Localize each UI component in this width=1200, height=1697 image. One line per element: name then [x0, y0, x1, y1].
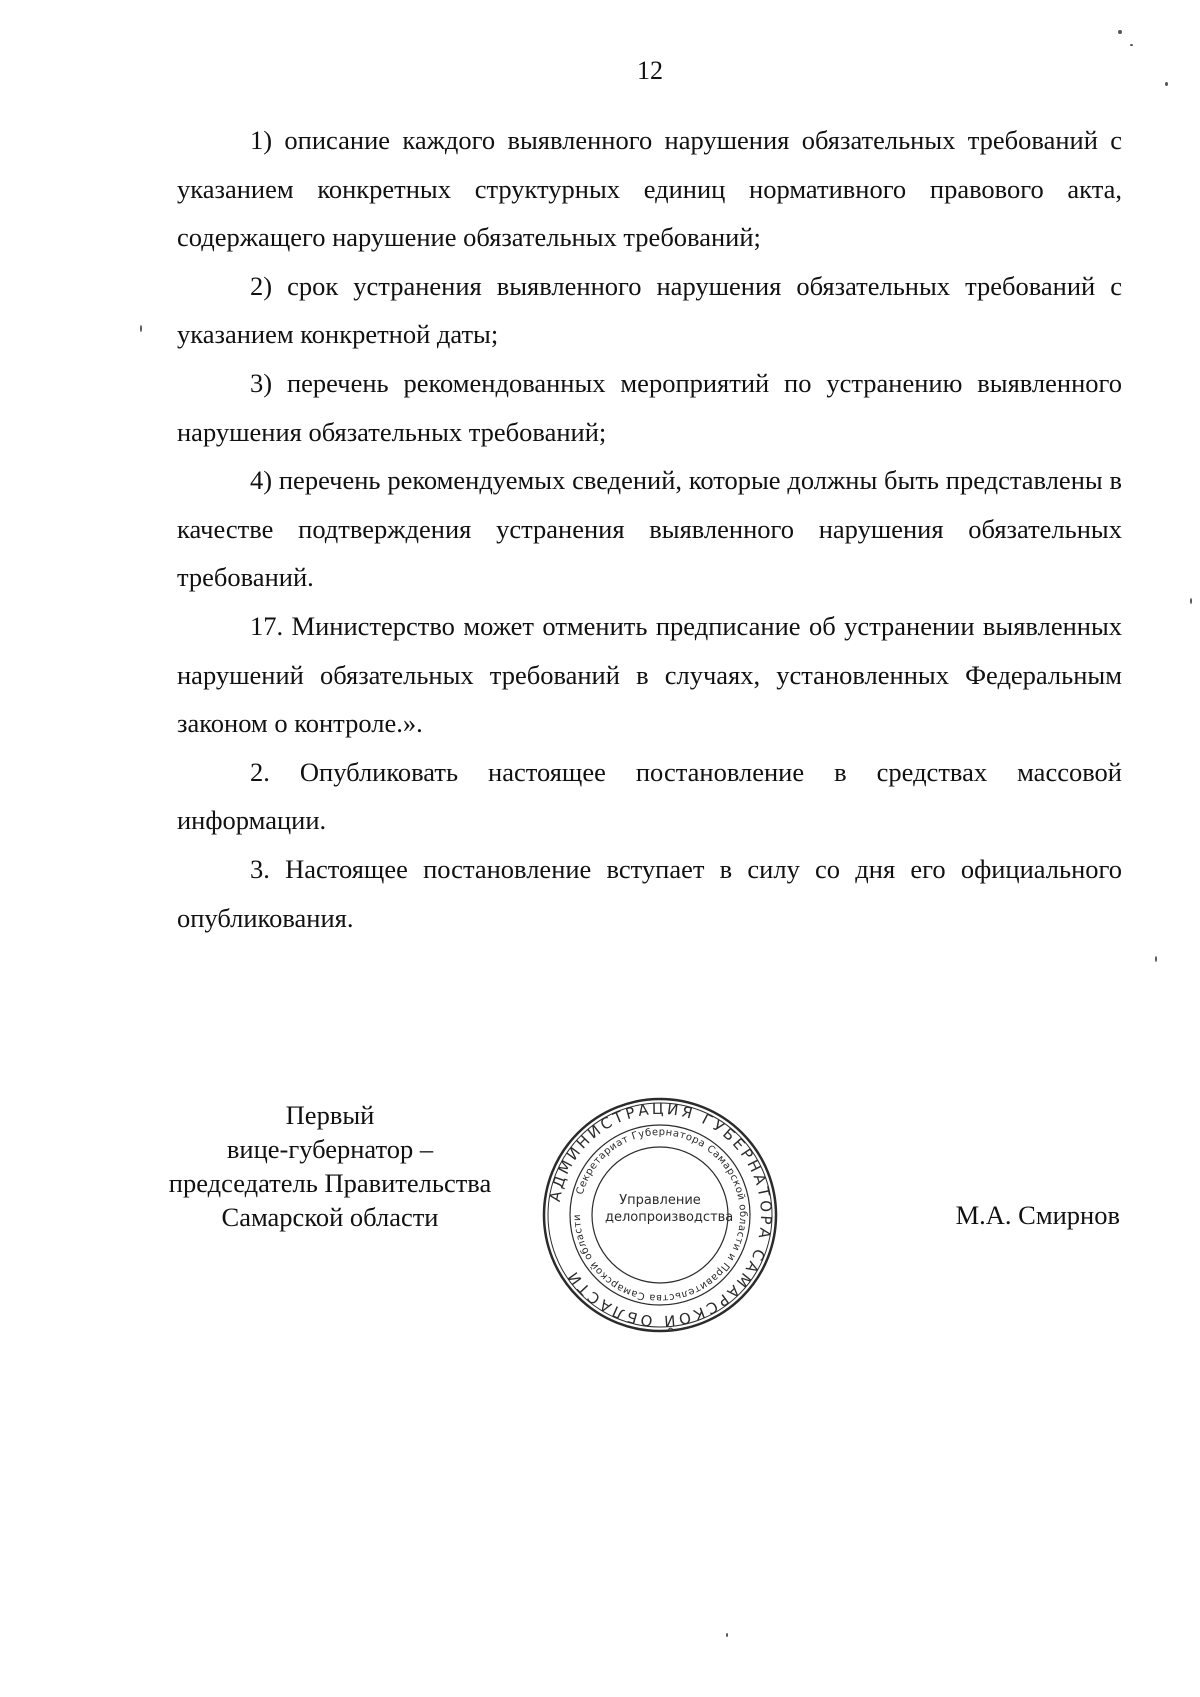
seal-middle-text: Секретариат Губернатора Самарской области и Правительства Самарской области [571, 1126, 749, 1304]
scan-speck [1190, 598, 1192, 604]
signer-position-line: Первый [285, 1100, 375, 1130]
page-number: 12 [637, 56, 663, 85]
signer-position-line: председатель Правительства [168, 1168, 492, 1198]
seal-inner-text [605, 1192, 734, 1226]
scan-speck [1165, 82, 1168, 86]
signer-position-line: вице-губернатор – [226, 1134, 434, 1164]
seal-outer-text: АДМИНИСТРАЦИЯ ГУБЕРНАТОРА САМАРСКОЙ ОБЛАСТИ [545, 1099, 776, 1331]
paragraph-point-17: 17. Министерство может отменить предписание об устранении выявленных нарушений обязательных требований в случаях, установленных Федеральным законом о контроле.». [177, 610, 1122, 739]
scan-speck [1155, 956, 1157, 962]
seal-inner-line: Управление [619, 1193, 701, 1208]
paragraph-item-1: 1) описание каждого выявленного нарушения обязательных требований с указанием конкретных структурных единиц нормативного правового акта, содержащего нарушение обязательных требований; [177, 125, 1122, 253]
paragraph-item-3: 3) перечень рекомендованных мероприятий по устранению выявленного нарушения обязательных требований; [177, 367, 1122, 447]
signer-position [150, 1098, 510, 1234]
scan-speck [726, 1633, 728, 1637]
paragraph-point-3: 3. Настоящее постановление вступает в силу со дня его официального опубликования. [177, 853, 1122, 933]
paragraph-point-2: 2. Опубликовать настоящее постановление в средствах массовой информации. [177, 756, 1122, 836]
scan-speck [140, 325, 142, 332]
paragraph-item-4: 4) перечень рекомендуемых сведений, которые должны быть представлены в качестве подтверждения устранения выявленного нарушения обязательных требований. [177, 465, 1122, 593]
document-body [177, 116, 1122, 942]
paragraph-item-2: 2) срок устранения выявленного нарушения обязательных требований с указанием конкретной даты; [177, 270, 1122, 350]
signer-position-line: Самарской области [221, 1202, 439, 1232]
seal-inner-line: делопроизводства [605, 1210, 734, 1225]
scan-speck [1118, 30, 1122, 34]
scan-speck [1130, 44, 1133, 46]
signer-name: М.А. Смирнов [955, 1200, 1120, 1230]
official-seal [540, 1095, 780, 1335]
